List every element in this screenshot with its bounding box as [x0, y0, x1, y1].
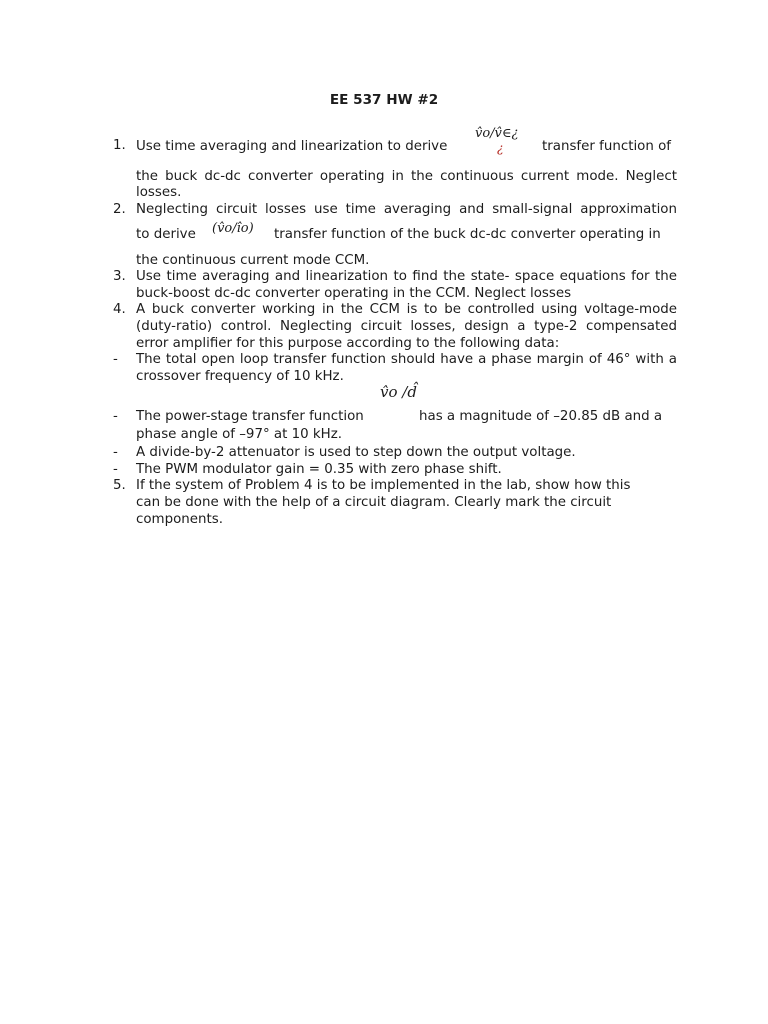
item-text: The PWM modulator gain = 0.35 with zero phase shift. — [136, 462, 502, 477]
equation-vo-vin: v̂o/v̂∈¿ — [475, 126, 519, 141]
dash-marker: - — [113, 462, 118, 477]
equation-vo-d: v̂o /d̂ — [380, 383, 417, 401]
equation-broken-glyph: ¿ — [497, 141, 504, 155]
item-text-line: transfer function of the buck dc-dc converter operating in — [274, 227, 661, 242]
item-text-line: the buck dc-dc converter operating in the continuous current mode. Neglect — [136, 169, 677, 184]
item-text-line: to derive — [136, 227, 196, 242]
item-number: 4. — [113, 302, 126, 317]
item-number: 3. — [113, 269, 126, 284]
list-item-2 — [113, 201, 677, 267]
page-title: EE 537 HW #2 — [329, 92, 439, 108]
item-text: The total open loop transfer function should have a phase margin of 46° with a crossover frequency of 10 kHz. — [136, 352, 677, 384]
item-text-line: has a magnitude of –20.85 dB and a — [419, 409, 663, 424]
list-item-1 — [113, 126, 677, 201]
item-text: A divide-by-2 attenuator is used to step down the output voltage. — [136, 445, 576, 460]
item-text-line: the continuous current mode CCM. — [136, 253, 370, 268]
item-number: 5. — [113, 478, 126, 493]
list-item-dash-power-stage — [113, 384, 677, 444]
item-text-line: The power-stage transfer function — [136, 409, 364, 424]
item-text-line: transfer function of — [542, 139, 672, 154]
item-number: 2. — [113, 202, 126, 217]
item-text: Use time averaging and linearization to find the state- space equations for the buck-boost dc-dc converter operating in the CCM. Neglect losses — [136, 269, 677, 301]
dash-marker: - — [113, 445, 118, 460]
item-text: A buck converter working in the CCM is to be controlled using voltage-mode (duty-ratio) control. Neglecting circuit losses, design a type-2 compensated error amplifier for this purpose according to the following data: — [136, 302, 677, 351]
item-text: If the system of Problem 4 is to be implemented in the lab, show how this can be done with the help of a circuit diagram. Clearly mark the circuit components. — [136, 478, 631, 527]
equation-vo-io: (v̂o/îo) — [212, 221, 254, 236]
item-text-line: losses. — [136, 185, 182, 200]
item-text-line: phase angle of –97° at 10 kHz. — [136, 427, 343, 442]
item-number: 1. — [113, 138, 126, 153]
item-text-line: Use time averaging and linearization to derive — [136, 139, 448, 154]
dash-marker: - — [113, 409, 118, 424]
dash-marker: - — [113, 352, 118, 367]
item-text-line: Neglecting circuit losses use time averaging and small-signal approximation — [136, 202, 677, 217]
